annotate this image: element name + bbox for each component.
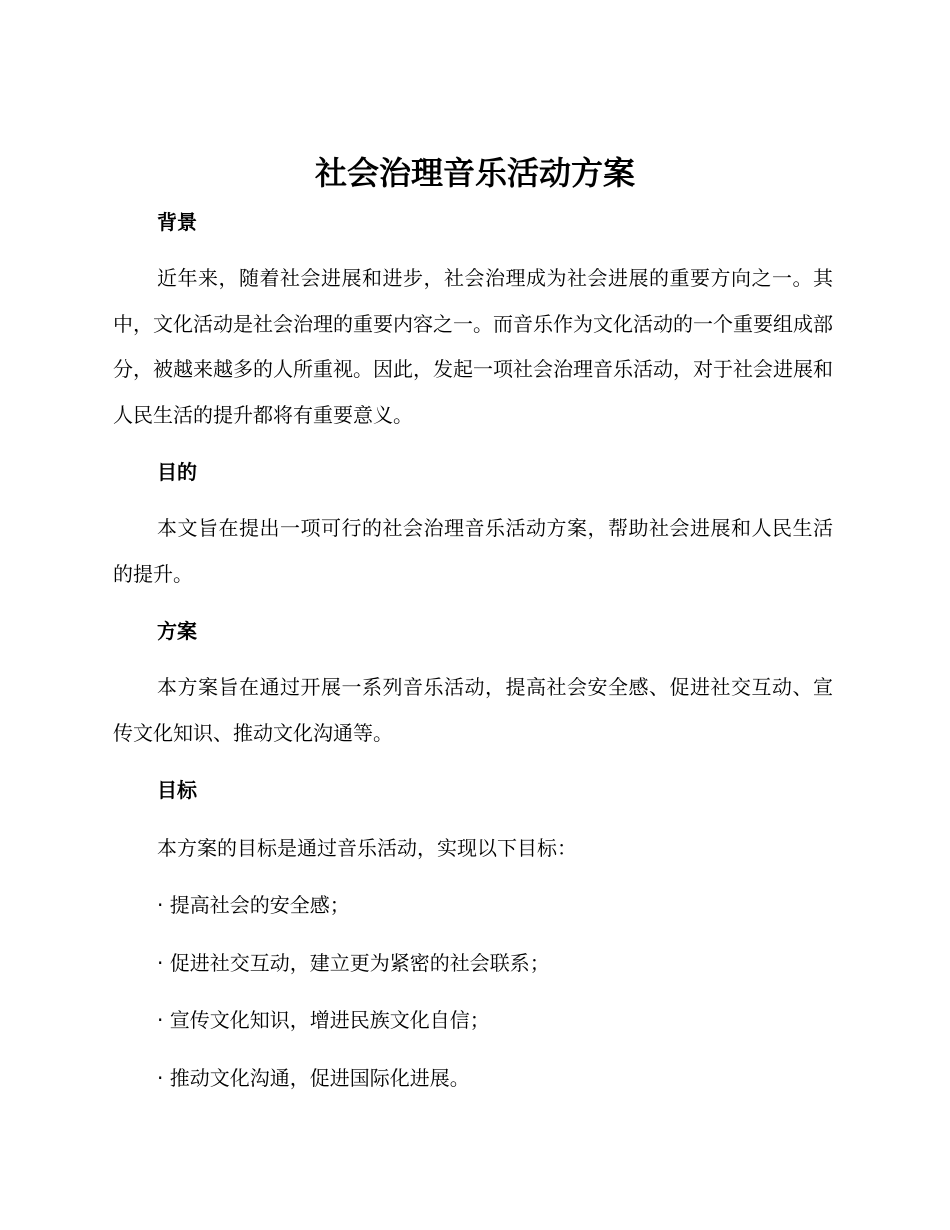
section-heading-plan: 方案: [157, 619, 197, 643]
list-item: · 促进社交互动，建立更为紧密的社会联系；: [157, 951, 550, 975]
purpose-paragraph: 本文旨在提出一项可行的社会治理音乐活动方案，帮助社会进展和人民生活的提升。: [113, 516, 833, 586]
list-item: · 宣传文化知识，增进民族文化自信；: [157, 1008, 490, 1032]
section-heading-purpose: 目的: [157, 460, 197, 484]
list-item: · 提高社会的安全感；: [157, 893, 350, 917]
document-title: 社会治理音乐活动方案: [314, 154, 635, 192]
list-item: · 推动文化沟通，促进国际化进展。: [157, 1066, 470, 1090]
section-heading-goals: 目标: [157, 778, 197, 802]
goals-intro: 本方案的目标是通过音乐活动，实现以下目标：: [157, 836, 577, 860]
background-paragraph: 近年来，随着社会进展和进步，社会治理成为社会进展的重要方向之一。其中，文化活动是社会治理的重要内容之一。而音乐作为文化活动的一个重要组成部分，被越来越多的人所重视。因此，发起一项社会治理音乐活动，对于社会进展和人民生活的提升都将有重要意义。: [113, 266, 833, 427]
section-heading-background: 背景: [157, 210, 197, 234]
plan-paragraph: 本方案旨在通过开展一系列音乐活动，提高社会安全感、促进社交互动、宣传文化知识、推动文化沟通等。: [113, 675, 833, 745]
